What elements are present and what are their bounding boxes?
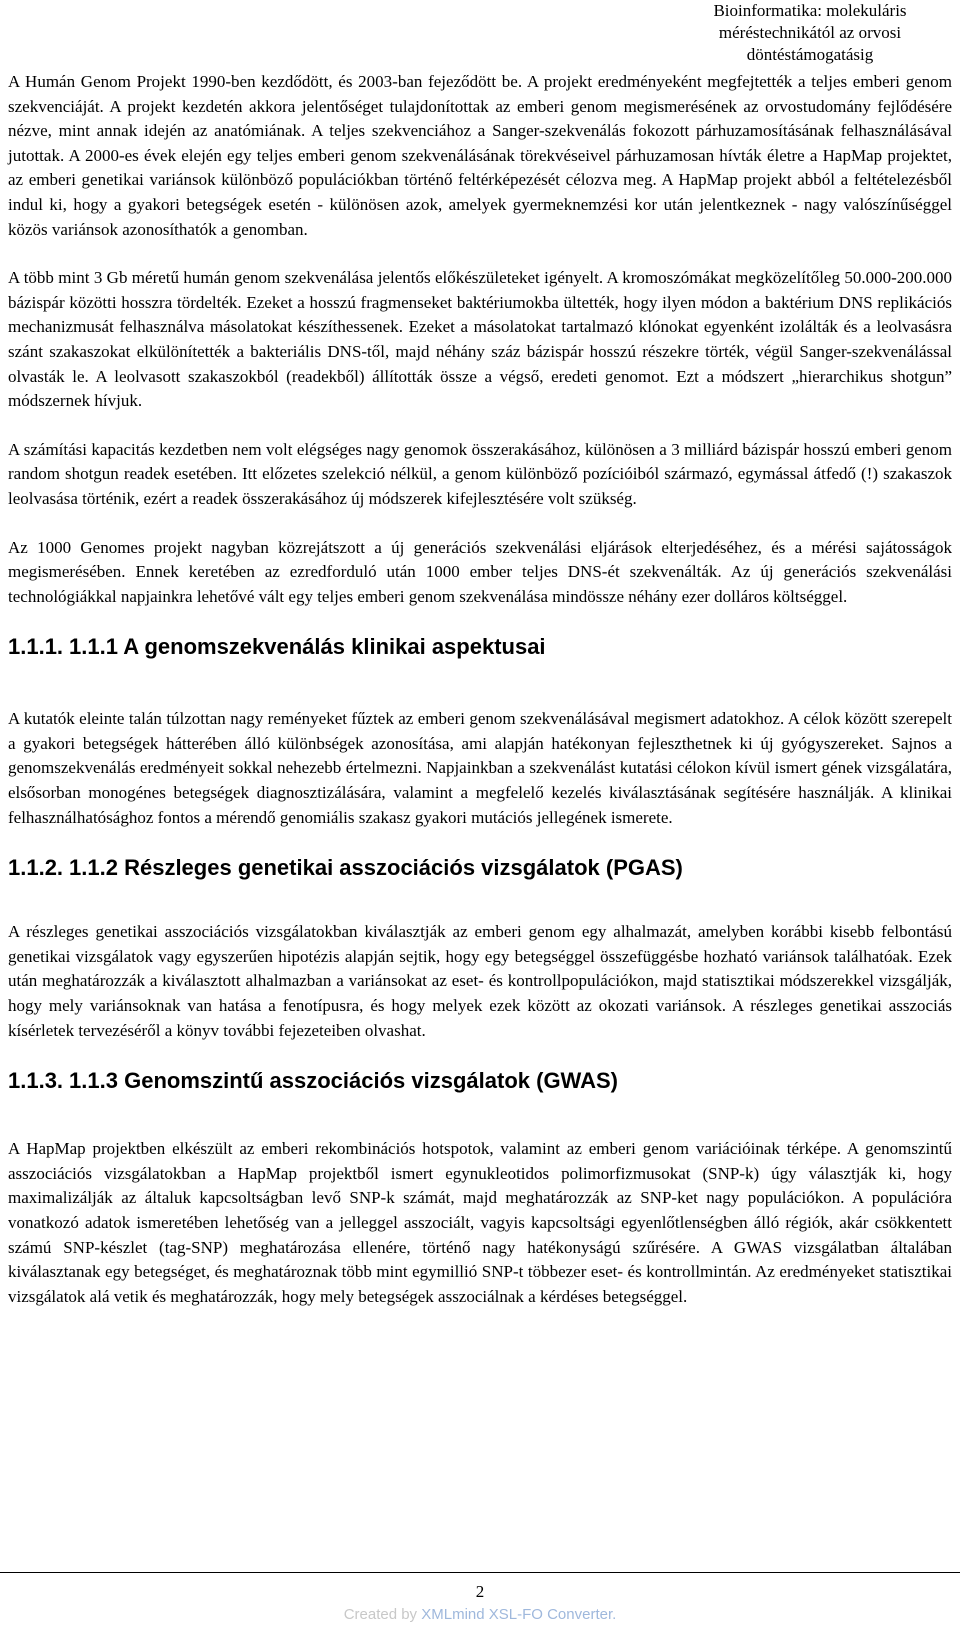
- credit-prefix: Created by: [343, 1606, 422, 1623]
- paragraph-clinical: A kutatók eleinte talán túlzottan nagy reményeket fűztek az emberi genom szekvenálásával megismert adatokhoz. A célok között szerepelt a gyakori betegségek hátterében álló különbségek azonosítása, ami alapján hatékonyan fejleszthetnek ki új gyógyszereket. Sajnos a genomszekvenálás eredményeit sokkal nehezebb értelmezni. Napjainkban a szekvenálást kutatási célokon kívül ismert gének vizsgálatára, elsősorban monogénes betegségek diagnosztizálására, valamint a megfelelő kezelés kiválasztásának segítésére használják. A klinikai felhasználhatósághoz fontos a mérendő genomiális szakasz gyakori mutációs jellegének ismerete.: [8, 709, 952, 827]
- running-header: [660, 0, 960, 66]
- section-number: 1.1.2.: [8, 855, 64, 881]
- header-line-2: méréstechnikától az orvosi: [718, 23, 902, 42]
- paragraph-sequencing-prep: A több mint 3 Gb méretű humán genom szekvenálása jelentős előkészületeket igényelt. A kromoszómákat megközelítőleg 50.000-200.000 bázispár közötti hosszra tördelték. Ezeket a hosszú fragmenseket baktériumokba ültették, hogy ilyen módon a baktérium DNS replikációs mechanizmusát felhasználva másolatokat készíthessenek. Ezeket a másolatokat tartalmazó klónokat egyenként izolálták és a leolvasásra szánt szakaszokat elkülönítették a bakteriális DNS-től, majd néhány száz bázispár hosszú részekre törték, végül Sanger-szekvenálással olvasták le. A leolvasott szakaszokból (readekből) állították össze a végső, eredeti genomot. Ezt a módszert „hierarchikus shotgun” módszernek hívjuk.: [8, 268, 952, 411]
- page-number: 2: [475, 1582, 485, 1601]
- paragraph-pgas: A részleges genetikai asszociációs vizsgálatokban kiválasztják az emberi genom egy alhalmazát, amelyben korábbi kisebb felbontású genetikai vizsgálatok vagy egyszerűen hipotézis alapján sejtik, hogy egy betegséggel összefüggésbe hozható variánsok találhatóak. Ezek után meghatározzák a kiválasztott alhalmazban a variánsokat az eset- és kontrollpopulációkon, majd statisztikai módszerekkel vizsgálják, hogy mely variánsoknak van hatása a fenotípusra, és hogy melyek ezek között az okozati variánsok. A részleges genetikai asszociás kísérletek tervezéséről a könyv további fejezeteiben olvashat.: [8, 922, 952, 1040]
- section-title: 1.1.2 Részleges genetikai asszociációs vizsgálatok (PGAS): [69, 855, 683, 881]
- footer-divider: [0, 1572, 960, 1573]
- credit-brand-link[interactable]: XMLmind XSL-FO Converter.: [421, 1606, 617, 1623]
- paragraph-gwas: A HapMap projektben elkészült az emberi rekombinációs hotspotok, valamint az emberi genom variációinak térképe. A genomszintű asszociációs vizsgálatokban a HapMap projektből ismert egynukleotidos polimorfizmusokat (SNP-k) úgy választják ki, hogy maximalizálják az általuk kapcsoltságban levő SNP-k számát, majd meghatározzák az SNP-ket nagy populációkon. A populációra vonatkozó adatok ismeretében lehetőség van a jelleggel asszociált, vagyis kapcsoltsági egyenlőtlenségben álló régiók, akár csökkentett számú SNP-készlet (tag-SNP) meghatározása ellenére, történő nagy hatékonyságú szűrésére. A GWAS vizsgálatban általában kiválasztanak egy betegséget, és meghatároznak több mint egymillió SNP-t többezer eset- és kontrollmintán. Az eredményeket statisztikai vizsgálatok alá vetik és meghatározzák, hogy mely betegségek asszociálnak a kérdéses betegséggel.: [8, 1139, 952, 1306]
- header-line-1: Bioinformatika: molekuláris: [713, 1, 907, 20]
- section-heading-gwas: [8, 1067, 952, 1095]
- section-number: 1.1.3.: [8, 1068, 64, 1094]
- section-heading-clinical: [8, 633, 952, 661]
- section-heading-pgas: [8, 854, 952, 882]
- header-line-3: döntéstámogatásig: [746, 45, 874, 64]
- section-number: 1.1.1.: [8, 634, 64, 660]
- section-title: 1.1.1 A genomszekvenálás klinikai aspektusai: [69, 634, 546, 660]
- converter-credit: [0, 1606, 960, 1624]
- paragraph-computing-capacity: A számítási kapacitás kezdetben nem volt elégséges nagy genomok összerakásához, különösen a 3 milliárd bázispár hosszú emberi genom random shotgun readek esetében. Itt előzetes szelekció nélkül, a genom különböző pozícióiból származó, egymással átfedő (!) szakaszok leolvasása történik, ezért a readek összerakásához új módszerek kifejlesztésére volt szükség.: [8, 439, 952, 508]
- section-title: 1.1.3 Genomszintű asszociációs vizsgálatok (GWAS): [69, 1068, 618, 1094]
- paragraph-1000-genomes: Az 1000 Genomes projekt nagyban közrejátszott a új generációs szekvenálási eljárások elterjedéséhez, és a mérési sajátosságok megismerésében. Ennek keretében az ezredforduló után 1000 ember teljes DNS-ét szekvenálták. Az új generációs szekvenálási technológiákkal napjainkra lehetővé vált egy teljes emberi genom szekvenálása mindössze néhány ezer dolláros költséggel.: [8, 537, 952, 606]
- document-body: [8, 70, 952, 1333]
- paragraph-hgp: A Humán Genom Projekt 1990-ben kezdődött, és 2003-ban fejeződött be. A projekt eredményeként megfejtették a teljes emberi genom szekvenciáját. A projekt kezdetén akkora jelentőséget tulajdonítottak az emberi genom megismerésének az orvostudomány fejlődésére nézve, mint annak idején az anatómiának. A teljes szekvenciához a Sanger-szekvenálás fokozott párhuzamosításának felhasználásával jutottak. A 2000-es évek elején egy teljes emberi genom szekvenálásának törekvéseivel párhuzamosan hívták életre a HapMap projektet, az emberi genetikai variánsok különböző populációkban történő feltérképezését célozva meg. A HapMap projekt abból a feltételezésből indul ki, hogy a gyakori betegségek esetén - különösen azok, amelyek gyermeknemzési kor után jelentkeznek - nagy valószínűséggel közös variánsok azonosíthatók a genomban.: [8, 72, 952, 239]
